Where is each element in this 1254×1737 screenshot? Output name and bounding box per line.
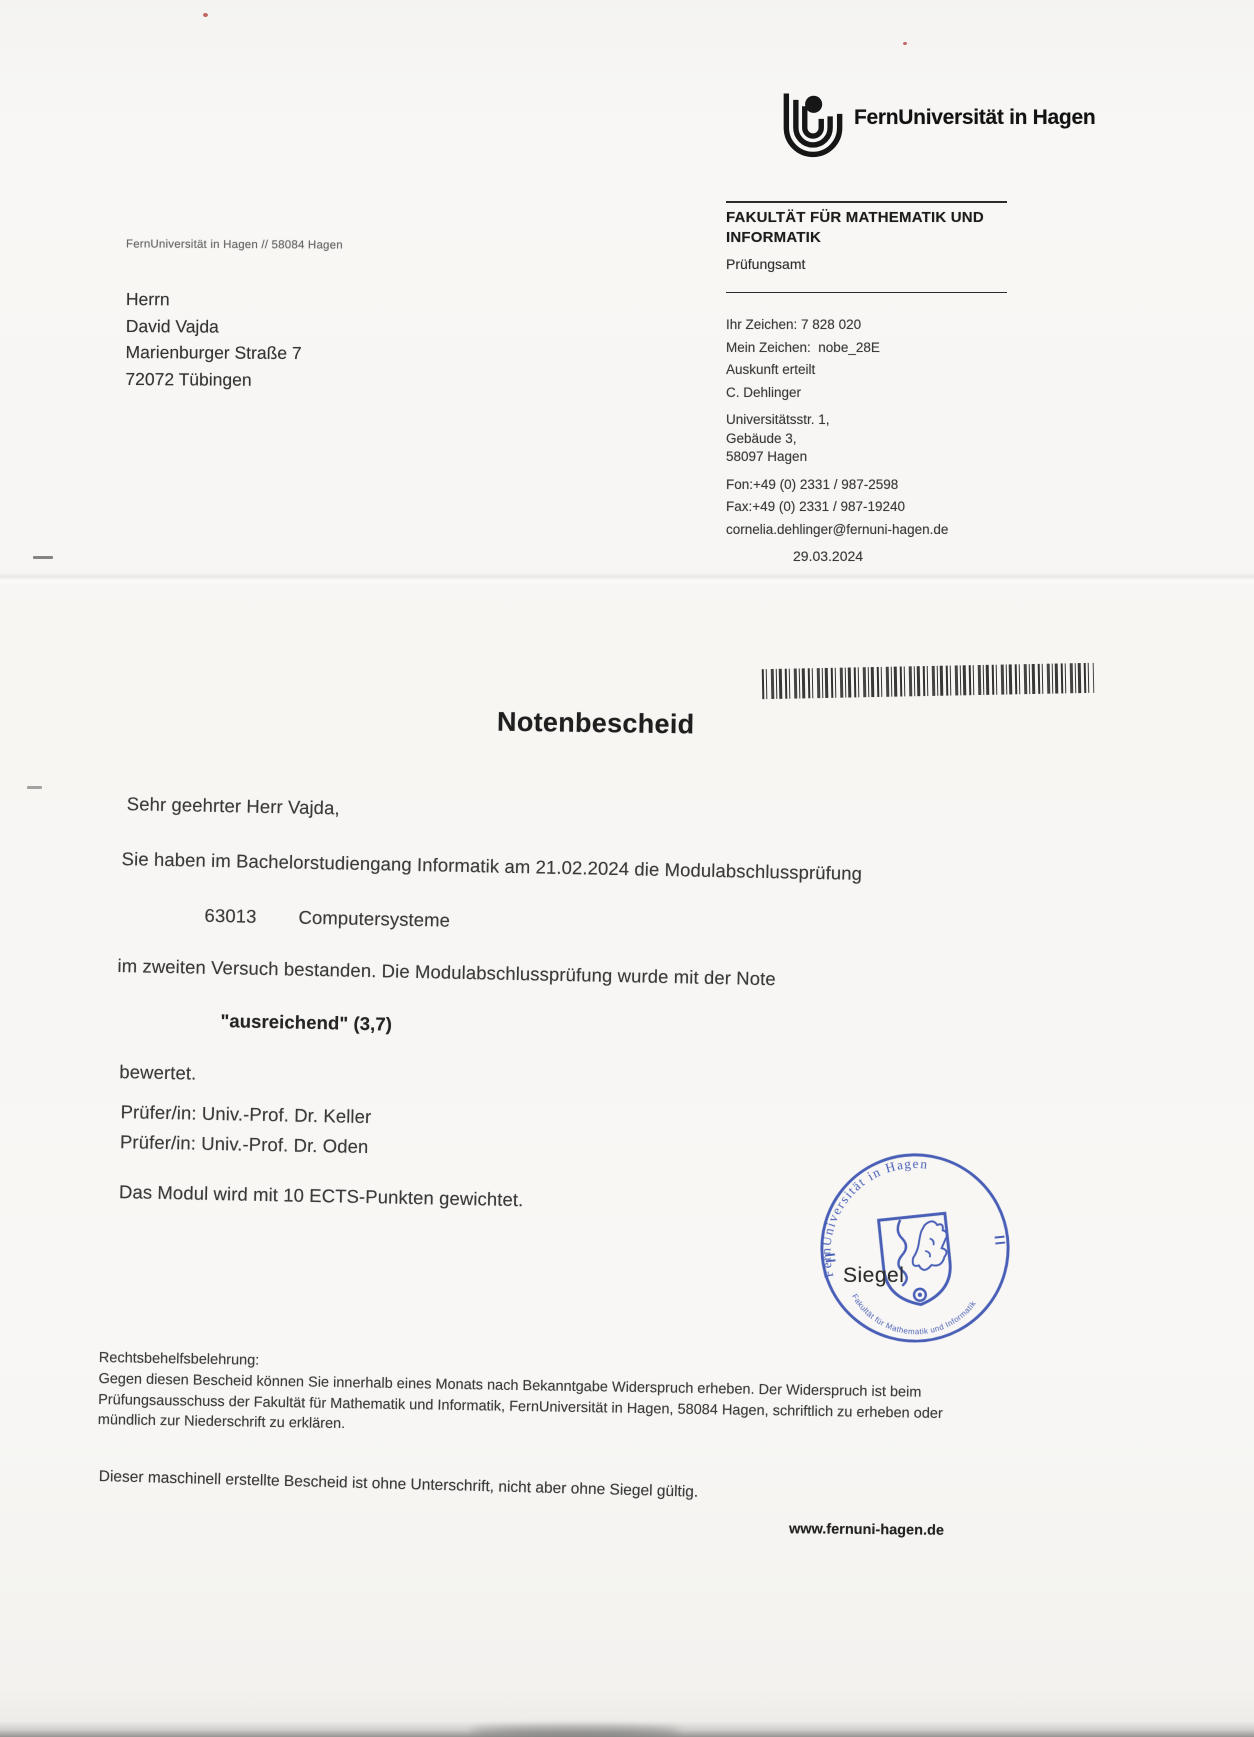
office-building: Gebäude 3,: [726, 430, 797, 446]
our-reference: Mein Zeichen: nobe_28E: [726, 339, 880, 355]
legal-notice: [98, 1350, 987, 1445]
letterhead-divider: [726, 201, 1007, 203]
seal-label: Siegel: [843, 1264, 905, 1287]
examiner-1: Prüfer/in: Univ.-Prof. Dr. Keller: [120, 1101, 372, 1128]
salutation: Sehr geehrter Herr Vajda,: [126, 793, 340, 819]
machine-generated-note: Dieser maschinell erstellte Bescheid ist ohne Unterschrift, nicht aber ohne Siegel gültig.: [98, 1468, 699, 1501]
seal-ring-top-text: FernUniversität in Hagen: [818, 1155, 930, 1280]
your-reference: Ihr Zeichen: 7 828 020: [726, 317, 862, 332]
legal-paragraph: Gegen diesen Bescheid können Sie innerhalb eines Monats nach Bekanntgabe Widerspruch erheben. Der Widerspruch ist beim Prüfungsausschuss der Fakultät für Mathematik und Informatik, FernUniversität in Hagen, 58084 Hagen, schriftlich zu erheben oder mündlich zur Niederschrift zu erklären.: [97, 1370, 943, 1433]
fold-mark: [33, 556, 53, 559]
department-name: Prüfungsamt: [726, 256, 806, 272]
fold-mark: [27, 786, 42, 789]
barcode: [762, 663, 1095, 699]
recipient-street: Marienburger Straße 7: [125, 341, 302, 364]
module-code: 63013: [204, 904, 257, 927]
return-address-line: FernUniversität in Hagen // 58084 Hagen: [125, 238, 343, 252]
university-seal-stamp: [807, 1140, 1022, 1355]
seal-ring-bottom-text: Fakultät für Mathematik und Informatik: [850, 1292, 978, 1337]
scan-speck: [903, 42, 907, 45]
university-name: FernUniversität in Hagen: [854, 106, 1096, 129]
svg-text:Fakultät für Mathematik und In: [850, 1280, 981, 1343]
recipient-address: [125, 286, 302, 393]
intro-sentence: Sie haben im Bachelorstudiengang Informatik am 21.02.2024 die Modulabschlussprüfung: [121, 848, 863, 884]
website-url: www.fernuni-hagen.de: [788, 1521, 945, 1539]
examiner-2: Prüfer/in: Univ.-Prof. Dr. Oden: [119, 1131, 369, 1158]
paper-fold-line: [0, 572, 1254, 584]
faculty-name: FAKULTÄT FÜR MATHEMATIK UND INFORMATIK: [726, 209, 984, 246]
fernuni-logo-icon: [780, 84, 846, 164]
email-line: cornelia.dehlinger@fernuni-hagen.de: [726, 521, 949, 537]
office-street: Universitätsstr. 1,: [726, 412, 830, 427]
letter-date: 29.03.2024: [793, 548, 864, 564]
scan-speck: [203, 13, 208, 17]
recipient-city: 72072 Tübingen: [125, 368, 252, 390]
module-name: Computersysteme: [298, 906, 451, 931]
closing-word: bewertet.: [119, 1061, 197, 1084]
information-by-label: Auskunft erteilt: [726, 362, 816, 377]
contact-person: C. Dehlinger: [726, 384, 802, 400]
page-title: Notenbescheid: [496, 706, 695, 740]
reference-divider: [726, 292, 1007, 293]
grade-value: "ausreichend" (3,7): [220, 1010, 393, 1035]
office-city: 58097 Hagen: [726, 449, 808, 464]
scan-edge: [0, 1721, 1254, 1737]
phone-line: Fon:+49 (0) 2331 / 987-2598: [726, 476, 899, 492]
legal-heading: Rechtsbehelfsbelehrung:: [98, 1350, 260, 1369]
recipient-name: David Vajda: [125, 315, 219, 337]
recipient-salutation: Herrn: [125, 288, 170, 310]
result-sentence: im zweiten Versuch bestanden. Die Modulabschlussprüfung wurde mit der Note: [117, 955, 776, 990]
ects-sentence: Das Modul wird mit 10 ECTS-Punkten gewichtet.: [118, 1181, 524, 1211]
fax-line: Fax:+49 (0) 2331 / 987-19240: [726, 499, 906, 514]
module-line: [204, 905, 450, 932]
reference-block: [726, 314, 948, 541]
